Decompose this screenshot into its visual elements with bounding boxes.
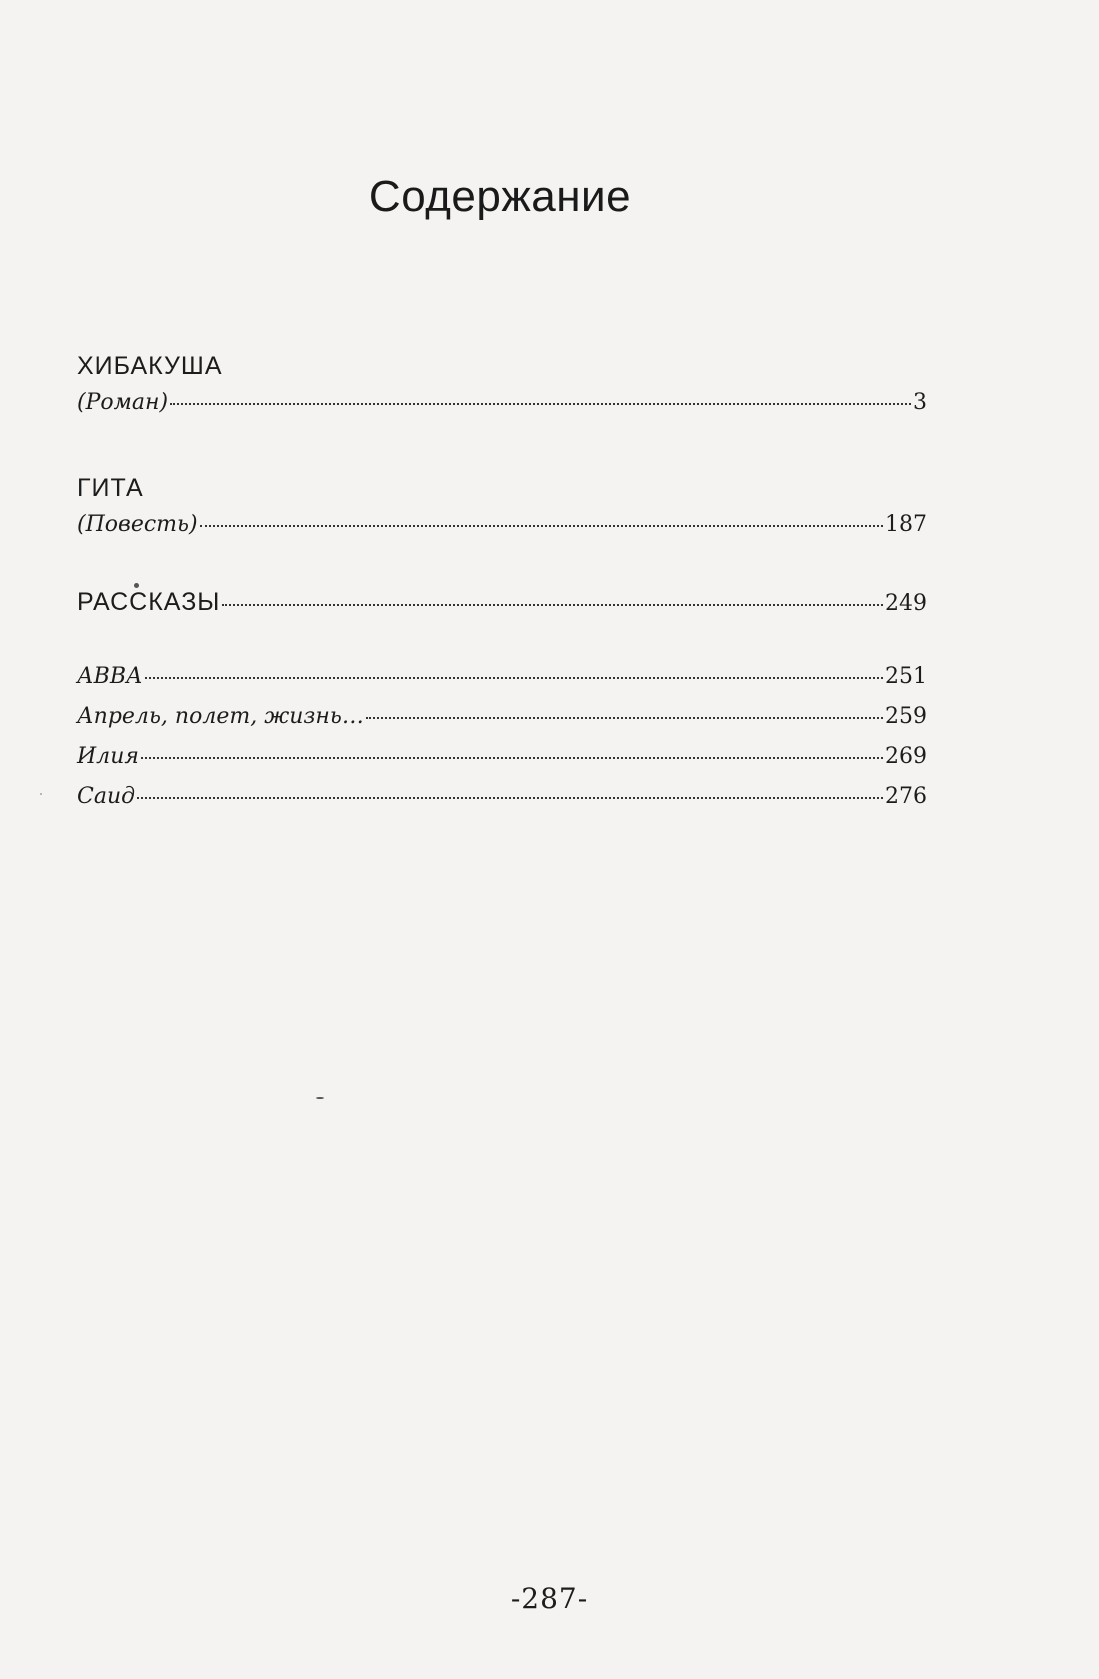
toc-entry-label: РАССКАЗЫ — [77, 588, 221, 616]
page-title: Содержание — [368, 172, 632, 221]
toc-heading-gita: ГИТА — [77, 474, 144, 502]
dot-leader — [222, 604, 883, 606]
dot-leader — [366, 717, 883, 719]
toc-entry-story[interactable] — [77, 744, 927, 784]
table-of-contents — [77, 352, 927, 824]
page-number: -287- — [510, 1582, 589, 1615]
toc-entry-page: 3 — [913, 390, 927, 415]
dot-leader — [137, 797, 883, 799]
toc-entry-label: Саид — [77, 784, 136, 809]
toc-entry-stories[interactable] — [77, 588, 927, 628]
toc-entry-story[interactable] — [77, 664, 927, 704]
dot-leader — [141, 757, 883, 759]
dot-leader — [200, 525, 883, 527]
paper-speck — [134, 583, 139, 588]
toc-heading-hibakusha: ХИБАКУША — [77, 352, 223, 380]
toc-entry-label: Апрель, полет, жизнь… — [77, 704, 364, 729]
toc-entry-story[interactable] — [77, 784, 927, 824]
toc-entry-page: 259 — [885, 704, 927, 729]
toc-entry-hibakusha[interactable] — [77, 390, 927, 430]
toc-entry-gita[interactable] — [77, 512, 927, 552]
toc-entry-page: 269 — [885, 744, 927, 769]
paper-speck — [316, 1097, 324, 1099]
toc-entry-page: 276 — [885, 784, 927, 809]
toc-entry-label: (Роман) — [77, 390, 169, 415]
toc-entry-page: 187 — [885, 512, 927, 537]
dot-leader — [170, 403, 911, 405]
toc-entry-label: (Повесть) — [77, 512, 198, 537]
toc-entry-label: АВВА — [77, 664, 143, 689]
toc-entry-page: 249 — [885, 591, 927, 616]
dot-leader — [145, 677, 883, 679]
paper-speck — [40, 793, 42, 795]
toc-entry-label: Илия — [77, 744, 139, 769]
toc-entry-story[interactable] — [77, 704, 927, 744]
toc-entry-page: 251 — [885, 664, 927, 689]
